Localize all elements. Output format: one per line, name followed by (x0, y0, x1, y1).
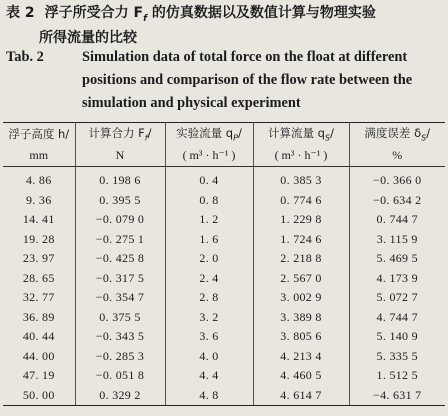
table-caption-english (6, 46, 444, 115)
table-cell: 23. 97 (3, 249, 75, 269)
table-caption-chinese (6, 4, 444, 48)
table-cell: 5. 469 5 (349, 249, 445, 269)
table-row (3, 288, 445, 308)
column-unit: % (349, 144, 445, 167)
table-cell: 9. 36 (3, 191, 75, 211)
table-cell: 0. 395 5 (75, 191, 165, 211)
table-cell: −0. 317 5 (75, 269, 165, 289)
table-cell: 0. 375 5 (75, 308, 165, 328)
table-cell: 1. 6 (165, 230, 253, 250)
table-cell: 4. 4 (165, 366, 253, 386)
column-unit: ( m³ · h⁻¹ ) (253, 144, 349, 167)
table-row (3, 386, 445, 406)
table-label-en: Tab. 2 (6, 49, 44, 65)
header-row-2 (3, 144, 445, 167)
table-cell: 0. 385 3 (253, 167, 349, 191)
table-cell: 4. 460 5 (253, 366, 349, 386)
table-body (3, 167, 445, 406)
table-cell: −0. 343 5 (75, 327, 165, 347)
table-cell: −0. 634 2 (349, 191, 445, 211)
table-cell: 0. 774 6 (253, 191, 349, 211)
table-cell: 47. 19 (3, 366, 75, 386)
table-cell: 5. 072 7 (349, 288, 445, 308)
table-row (3, 327, 445, 347)
table-cell: 0. 744 7 (349, 210, 445, 230)
table-cell: 2. 4 (165, 269, 253, 289)
table-row (3, 249, 445, 269)
table-cell: 0. 8 (165, 191, 253, 211)
caption-zh-line1: 浮子所受合力 $F_f$ 的仿真数据以及数值计算与物理实验 (44, 5, 376, 24)
table-cell: 3. 389 8 (253, 308, 349, 328)
table-cell: 4. 213 4 (253, 347, 349, 367)
table-cell: 1. 229 8 (253, 210, 349, 230)
table-cell: 40. 44 (3, 327, 75, 347)
table-cell: −0. 079 0 (75, 210, 165, 230)
table-cell: 1. 512 5 (349, 366, 445, 386)
caption-zh-line2: 所得流量的比较 (39, 29, 137, 46)
table-cell: 4. 8 (165, 386, 253, 406)
table-row (3, 347, 445, 367)
header-row-1 (3, 123, 445, 145)
caption-en-line1: Simulation data of total force on the float at different (82, 49, 408, 65)
table-cell: 4. 86 (3, 167, 75, 191)
table-cell: 3. 6 (165, 327, 253, 347)
table-cell: 50. 00 (3, 386, 75, 406)
table-cell: −0. 425 8 (75, 249, 165, 269)
table-cell: 0. 4 (165, 167, 253, 191)
table-cell: 2. 8 (165, 288, 253, 308)
table-cell: 2. 0 (165, 249, 253, 269)
column-header: 计算合力 $F_f/$ (75, 123, 165, 145)
table-cell: 2. 218 8 (253, 249, 349, 269)
table-cell: 4. 0 (165, 347, 253, 367)
table-label-zh: 表 2 (6, 5, 35, 21)
column-header: 计算流量 $q_S/$ (253, 123, 349, 145)
caption-en-line3: simulation and physical experiment (82, 95, 301, 111)
table-cell: 3. 115 9 (349, 230, 445, 250)
table-cell: −4. 631 7 (349, 386, 445, 406)
table-cell: 4. 744 7 (349, 308, 445, 328)
table-row (3, 210, 445, 230)
table-cell: 3. 002 9 (253, 288, 349, 308)
table-cell: 44. 00 (3, 347, 75, 367)
table-cell: 2. 567 0 (253, 269, 349, 289)
table-cell: 0. 329 2 (75, 386, 165, 406)
column-unit: N (75, 144, 165, 167)
table-cell: 4. 614 7 (253, 386, 349, 406)
table-cell: 28. 65 (3, 269, 75, 289)
table-cell: 5. 335 5 (349, 347, 445, 367)
table-row (3, 230, 445, 250)
table-cell: 36. 89 (3, 308, 75, 328)
table-cell: 19. 28 (3, 230, 75, 250)
table-row (3, 269, 445, 289)
table-cell: −0. 051 8 (75, 366, 165, 386)
column-header: 满度误差 $\delta_S/$ (349, 123, 445, 145)
table-cell: −0. 366 0 (349, 167, 445, 191)
table-row (3, 191, 445, 211)
table-row (3, 308, 445, 328)
table-cell: 0. 198 6 (75, 167, 165, 191)
table-cell: −0. 354 7 (75, 288, 165, 308)
table-row (3, 167, 445, 191)
caption-en-line2: positions and comparison of the flow rate between the (82, 72, 413, 88)
table-cell: 1. 2 (165, 210, 253, 230)
column-header: 浮子高度 h/ (3, 123, 75, 145)
data-table (3, 122, 445, 406)
table-cell: 3. 805 6 (253, 327, 349, 347)
table-cell: 32. 77 (3, 288, 75, 308)
table-cell: 4. 173 9 (349, 269, 445, 289)
column-unit: mm (3, 144, 75, 167)
table-cell: −0. 275 1 (75, 230, 165, 250)
table-cell: 1. 724 6 (253, 230, 349, 250)
table-cell: 14. 41 (3, 210, 75, 230)
column-header: 实验流量 $q_P/$ (165, 123, 253, 145)
table-cell: 5. 140 9 (349, 327, 445, 347)
table-row (3, 366, 445, 386)
column-unit: ( m³ · h⁻¹ ) (165, 144, 253, 167)
table-cell: 3. 2 (165, 308, 253, 328)
table-cell: −0. 285 3 (75, 347, 165, 367)
